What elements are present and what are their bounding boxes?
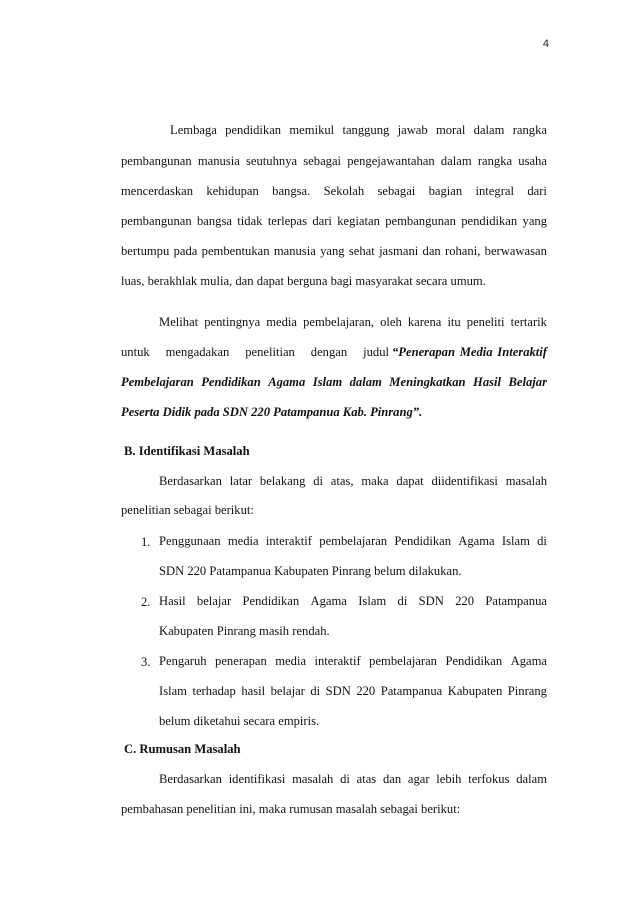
word: dalam	[516, 772, 547, 786]
word: pembelajaran	[369, 654, 437, 668]
word: moral	[435, 123, 466, 137]
word: pentingnya	[204, 315, 261, 329]
word: “Penerapan	[392, 345, 455, 359]
word: belajar	[270, 684, 305, 698]
word: agar	[407, 772, 430, 786]
paragraph-1-line-1	[170, 124, 547, 137]
word: dan	[422, 244, 441, 258]
word: terfokus	[468, 772, 510, 786]
word: 220	[356, 684, 376, 698]
word: kehidupan	[206, 184, 259, 198]
paragraph-2-line-3	[121, 376, 547, 389]
word: rangka	[512, 123, 547, 137]
word: 220	[455, 594, 475, 608]
section-c-intro-line-1	[159, 773, 547, 786]
word: bagian	[428, 184, 463, 198]
paragraph-1-line-2	[121, 155, 547, 168]
word: manusia	[197, 154, 240, 168]
word: karena	[407, 315, 442, 329]
word: peneliti	[466, 315, 505, 329]
word: seutuhnya	[246, 154, 298, 168]
list-item-3-line-2	[159, 685, 547, 698]
word: Patampanua	[485, 594, 547, 608]
word: berwawasan	[484, 244, 547, 258]
word: mengadakan	[165, 345, 230, 359]
word: Lembaga	[170, 123, 217, 137]
word: pembelajaran,	[303, 315, 375, 329]
list-item-1-line-1	[159, 535, 547, 548]
word: usaha	[518, 154, 547, 168]
list-item-3-line-1	[159, 655, 547, 668]
word: Patampanua	[380, 684, 443, 698]
word: di	[340, 772, 350, 786]
word: pembangunan	[121, 214, 192, 228]
word: Agama	[310, 594, 347, 608]
paragraph-2-line-2	[121, 346, 547, 359]
word: dalam	[349, 375, 382, 389]
paragraph-2-line-4: Peserta Didik pada SDN 220 Patampanua Kab. Pinrang”.	[121, 405, 423, 419]
paragraph-1-line-4	[121, 215, 547, 228]
word: Pembelajaran	[121, 375, 194, 389]
word: pembentukan	[201, 244, 270, 258]
word: diidentifikasi	[431, 474, 498, 488]
word: latar	[229, 474, 253, 488]
word: masalah	[505, 474, 547, 488]
word: tertarik	[510, 315, 547, 329]
paragraph-2-line-2-title	[392, 346, 547, 359]
word: manusia	[273, 244, 316, 258]
word: Hasil	[473, 375, 502, 389]
word: Islam	[501, 534, 530, 548]
word: dengan	[310, 345, 348, 359]
word: pembangunan	[385, 214, 456, 228]
word: tanggung	[342, 123, 390, 137]
list-item-2-line-1	[159, 595, 547, 608]
word: judul	[363, 345, 389, 359]
word: itu	[447, 315, 461, 329]
word: Melihat	[159, 315, 199, 329]
word: Hasil	[159, 594, 186, 608]
word: penelitian	[245, 345, 295, 359]
word: dari	[312, 214, 332, 228]
word: media	[227, 534, 259, 548]
page-number: 4	[542, 38, 549, 50]
word: Pendidikan	[242, 594, 300, 608]
word: Islam	[312, 375, 343, 389]
word: dari	[527, 184, 547, 198]
word: pada	[173, 244, 198, 258]
word: Penggunaan	[159, 534, 221, 548]
list-item-1-number: 1.	[141, 535, 151, 549]
list-item-2-line-2: Kabupaten Pinrang masih rendah.	[159, 624, 330, 638]
word: belakang	[259, 474, 306, 488]
word: Media	[459, 345, 493, 359]
word: rangka	[477, 154, 513, 168]
word: atas	[356, 772, 377, 786]
word: Pengaruh	[159, 654, 207, 668]
word: bangsa	[196, 214, 232, 228]
section-c-heading: C. Rumusan Masalah	[124, 742, 241, 756]
word: mencerdaskan	[121, 184, 194, 198]
word: Islam	[358, 594, 387, 608]
word: media	[275, 654, 307, 668]
word: pengejawantahan	[347, 154, 435, 168]
word: jawab	[397, 123, 428, 137]
word: atas,	[330, 474, 354, 488]
word: kegiatan	[337, 214, 380, 228]
word: pembelajaran	[319, 534, 388, 548]
word: bangsa.	[272, 184, 311, 198]
word: Berdasarkan	[159, 474, 222, 488]
word: terhadap	[192, 684, 236, 698]
section-b-heading: B. Identifikasi Masalah	[124, 444, 250, 458]
word: yang	[522, 214, 547, 228]
word: hasil	[241, 684, 266, 698]
paragraph-2-line-1	[159, 316, 547, 329]
word: SDN	[418, 594, 444, 608]
list-item-3-line-3: belum diketahui secara empiris.	[159, 714, 320, 728]
word: Agama	[268, 375, 306, 389]
word: untuk	[121, 345, 150, 359]
word: dalam	[440, 154, 472, 168]
word: pembangunan	[121, 154, 192, 168]
word: terlepas	[267, 214, 307, 228]
section-b-intro-line-1	[159, 475, 547, 488]
word: SDN	[325, 684, 351, 698]
word: maka	[361, 474, 389, 488]
word: sebagai	[377, 184, 416, 198]
word: Pendidikan	[201, 375, 261, 389]
section-c-intro-line-2: pembahasan penelitian ini, maka rumusan masalah sebagai berikut:	[121, 802, 461, 816]
word: bertumpu	[121, 244, 170, 258]
paragraph-1-line-5	[121, 245, 547, 258]
word: identifikasi	[228, 772, 286, 786]
word: tidak	[237, 214, 263, 228]
word: interaktif	[314, 654, 361, 668]
word: pendidikan	[225, 123, 282, 137]
word: media	[266, 315, 298, 329]
section-b-intro-line-2: penelitian sebagai berikut:	[121, 503, 254, 517]
list-item-3-number: 3.	[141, 655, 151, 669]
word: dapat	[396, 474, 424, 488]
word: Berdasarkan	[159, 772, 222, 786]
word: interaktif	[265, 534, 313, 548]
list-item-1-line-2: SDN 220 Patampanua Kabupaten Pinrang belum dilakukan.	[159, 564, 462, 578]
word: Agama	[510, 654, 547, 668]
word: rohani,	[445, 244, 481, 258]
word: di	[310, 684, 321, 698]
word: Kabupaten	[447, 684, 503, 698]
word: belajar	[196, 594, 232, 608]
word: integral	[475, 184, 514, 198]
word: oleh	[380, 315, 402, 329]
word: Pendidikan	[394, 534, 452, 548]
word: Agama	[458, 534, 495, 548]
word: di	[537, 534, 547, 548]
word: di	[397, 594, 408, 608]
word: jasmani	[379, 244, 419, 258]
word: masalah	[292, 772, 334, 786]
word: Pendidikan	[445, 654, 503, 668]
word: Meningkatkan	[389, 375, 466, 389]
word: dalam	[473, 123, 505, 137]
list-item-2-number: 2.	[141, 595, 151, 609]
word: lebih	[436, 772, 462, 786]
word: sehat	[348, 244, 375, 258]
word: di	[313, 474, 323, 488]
word: yang	[320, 244, 345, 258]
word: dan	[382, 772, 402, 786]
word: pendidikan	[461, 214, 518, 228]
paragraph-1-line-3	[121, 185, 547, 198]
word: Belajar	[508, 375, 547, 389]
word: Islam	[159, 684, 187, 698]
word: penerapan	[215, 654, 267, 668]
word: Interaktif	[497, 345, 547, 359]
word: sebagai	[303, 154, 342, 168]
word: memikul	[289, 123, 335, 137]
paragraph-2-line-2-plain	[121, 346, 389, 359]
word: Sekolah	[323, 184, 365, 198]
paragraph-1-line-6: luas, berakhlak mulia, dan dapat berguna bagi masyarakat secara umum.	[121, 274, 486, 288]
word: Pinrang	[507, 684, 547, 698]
